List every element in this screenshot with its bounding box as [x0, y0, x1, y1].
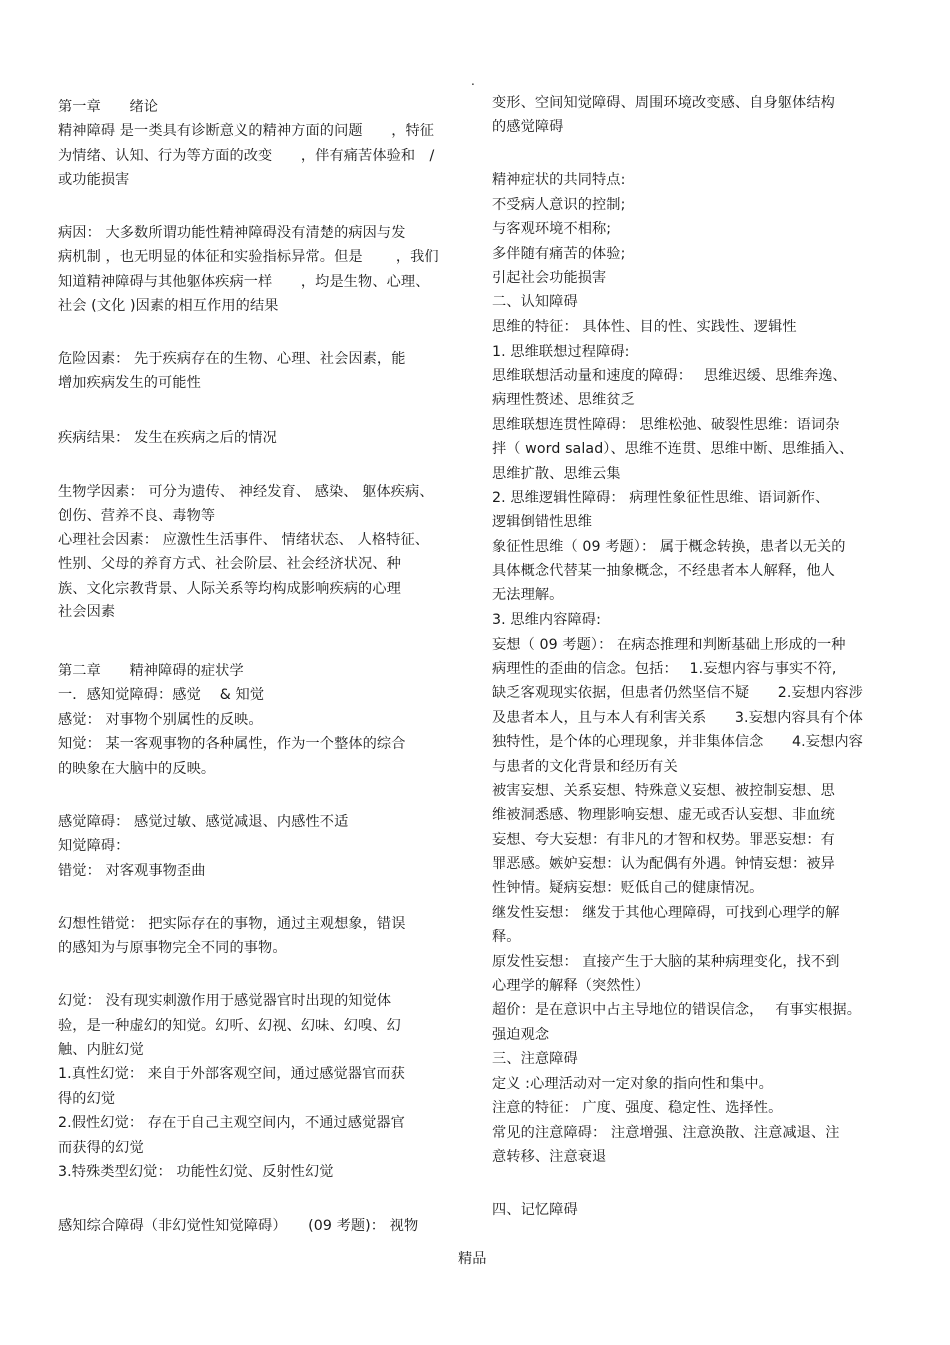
text-line: 3.特殊类型幻觉： 功能性幻觉、反射性幻觉	[58, 1164, 334, 1180]
text-line: 思维扩散、思维云集	[492, 466, 621, 482]
text-line: 思维联想活动量和速度的障碍： 思维迟缓、思维奔逸、	[492, 368, 847, 384]
text-line: 缺乏客观现实依据，但患者仍然坚信不疑 2.妄想内容涉	[492, 685, 863, 701]
text-line: 感知综合障碍（非幻觉性知觉障碍） (09 考题)： 视物	[58, 1218, 419, 1234]
text-line: 独特性，是个体的心理现象，并非集体信念 4.妄想内容	[492, 734, 863, 750]
text-line: 的感知为与原事物完全不同的事物。	[58, 940, 287, 956]
text-line: 继发性妄想： 继发于其他心理障碍，可找到心理学的解	[492, 905, 840, 921]
text-line: 超价：是在意识中占主导地位的错误信念， 有事实根据。	[492, 1002, 861, 1018]
text-line: 病机制 ，也无明显的体征和实验指标异常。但是 ，我们	[58, 249, 439, 265]
text-line: 3. 思维内容障碍:	[492, 612, 601, 628]
text-line: 幻觉： 没有现实刺激作用于感觉器官时出现的知觉体	[58, 993, 392, 1009]
text-line: 无法理解。	[492, 587, 564, 603]
text-line: 具体概念代替某一抽象概念，不经患者本人解释，他人	[492, 563, 835, 579]
text-line: 与患者的文化背景和经历有关	[492, 759, 678, 775]
text-line: 引起社会功能损害	[492, 270, 607, 286]
section-heading: 四、记忆障碍	[492, 1202, 578, 1218]
text-line: 知道精神障碍与其他躯体疾病一样 ，均是生物、心理、	[58, 274, 430, 290]
text-line: 生物学因素： 可分为遗传、 神经发育、 感染、 躯体疾病、	[58, 484, 434, 500]
text-line: 社会 (文化 )因素的相互作用的结果	[58, 298, 279, 314]
text-line: 病理性的歪曲的信念。包括： 1.妄想内容与事实不符,	[492, 661, 837, 677]
text-line: 逻辑倒错性思维	[492, 514, 593, 530]
text-line: 危险因素： 先于疾病存在的生物、心理、社会因素，能	[58, 351, 406, 367]
text-line: 感觉障碍： 感觉过敏、感觉减退、内感性不适	[58, 814, 349, 830]
text-line: 性别、父母的养育方式、社会阶层、社会经济状况、种	[58, 556, 401, 572]
text-line: 变形、空间知觉障碍、周围环境改变感、自身躯体结构	[492, 95, 835, 111]
text-line: 1.真性幻觉： 来自于外部客观空间，通过感觉器官而获	[58, 1066, 405, 1082]
text-line: 象征性思维（ 09 考题）： 属于概念转换，患者以无关的	[492, 539, 846, 555]
text-line: 强迫观念	[492, 1027, 550, 1043]
text-line: 幻想性错觉： 把实际存在的事物，通过主观想象，错误	[58, 916, 406, 932]
section-heading: 三、注意障碍	[492, 1051, 578, 1067]
text-line: 触、内脏幻觉	[58, 1042, 144, 1058]
text-line: 妄想（ 09 考题）： 在病态推理和判断基础上形成的一种	[492, 637, 846, 653]
text-line: 妄想、夸大妄想：有非凡的才智和权势。罪恶妄想：有	[492, 832, 835, 848]
text-line: 心理社会因素： 应激性生活事件、 情绪状态、 人格特征、	[58, 532, 430, 548]
top-mark: .	[471, 74, 475, 88]
text-line: 病理性赘述、思维贫乏	[492, 392, 635, 408]
text-line: 2. 思维逻辑性障碍： 病理性象征性思维、语词新作、	[492, 490, 830, 506]
text-line: 多伴随有痛苦的体验;	[492, 246, 626, 262]
text-line: 精神症状的共同特点:	[492, 172, 626, 188]
page-footer: 精品	[458, 1251, 487, 1267]
text-line: 不受病人意识的控制;	[492, 197, 626, 213]
text-line: 错觉： 对客观事物歪曲	[58, 863, 206, 879]
chapter2-heading: 第二章 精神障碍的症状学	[58, 663, 244, 679]
section-heading: 二、认知障碍	[492, 294, 578, 310]
text-line: 或功能损害	[58, 172, 130, 188]
text-line: 被害妄想、关系妄想、特殊意义妄想、被控制妄想、思	[492, 783, 835, 799]
text-line: 与客观环境不相称;	[492, 221, 612, 237]
text-line: 增加疾病发生的可能性	[58, 375, 201, 391]
text-line: 知觉障碍：	[58, 838, 130, 854]
text-line: 社会因素	[58, 604, 116, 620]
text-line: 创伤、营养不良、毒物等	[58, 508, 216, 524]
text-line: 知觉： 某一客观事物的各种属性，作为一个整体的综合	[58, 736, 406, 752]
text-line: 1. 思维联想过程障碍:	[492, 344, 630, 360]
text-line: 思维联想连贯性障碍： 思维松弛、破裂性思维：语词杂	[492, 417, 840, 433]
text-line: 释。	[492, 929, 521, 945]
text-line: 原发性妄想： 直接产生于大脑的某种病理变化，找不到	[492, 954, 840, 970]
text-line: 族、文化宗教背景、人际关系等均构成影响疾病的心理	[58, 581, 401, 597]
text-line: 得的幻觉	[58, 1091, 116, 1107]
text-line: 验，是一种虚幻的知觉。幻听、幻视、幻味、幻嗅、幻	[58, 1018, 401, 1034]
text-line: 定义 :心理活动对一定对象的指向性和集中。	[492, 1076, 773, 1092]
text-line: 一．感知觉障碍：感觉 & 知觉	[58, 687, 265, 703]
text-line: 疾病结果： 发生在疾病之后的情况	[58, 430, 277, 446]
text-line: 为情绪、认知、行为等方面的改变 ，伴有痛苦体验和 /	[58, 148, 435, 164]
text-line: 及患者本人，且与本人有利害关系 3.妄想内容具有个体	[492, 710, 863, 726]
text-line: 思维的特征： 具体性、目的性、实践性、逻辑性	[492, 319, 797, 335]
text-line: 常见的注意障碍： 注意增强、注意涣散、注意减退、注	[492, 1125, 840, 1141]
text-line: 感觉： 对事物个别属性的反映。	[58, 712, 263, 728]
chapter1-heading: 第一章 绪论	[58, 99, 159, 115]
text-line: 病因： 大多数所谓功能性精神障碍没有清楚的病因与发	[58, 225, 406, 241]
text-line: 2.假性幻觉： 存在于自己主观空间内，不通过感觉器官	[58, 1115, 405, 1131]
text-line: 精神障碍 是一类具有诊断意义的精神方面的问题 ，特征	[58, 123, 435, 139]
text-line: 意转移、注意衰退	[492, 1149, 607, 1165]
text-line: 罪恶感。嫉妒妄想：认为配偶有外遇。钟情妄想：被异	[492, 856, 835, 872]
text-line: 的感觉障碍	[492, 119, 564, 135]
text-line: 拌（ word salad）、思维不连贯、思维中断、思维插入、	[492, 441, 854, 457]
text-line: 性钟情。疑病妄想：贬低自己的健康情况。	[492, 880, 764, 896]
text-line: 心理学的解释（突然性）	[492, 978, 650, 994]
text-line: 注意的特征： 广度、强度、稳定性、选择性。	[492, 1100, 783, 1116]
text-line: 维被洞悉感、物理影响妄想、虚无或否认妄想、非血统	[492, 807, 835, 823]
text-line: 而获得的幻觉	[58, 1140, 144, 1156]
text-line: 的映象在大脑中的反映。	[58, 761, 216, 777]
